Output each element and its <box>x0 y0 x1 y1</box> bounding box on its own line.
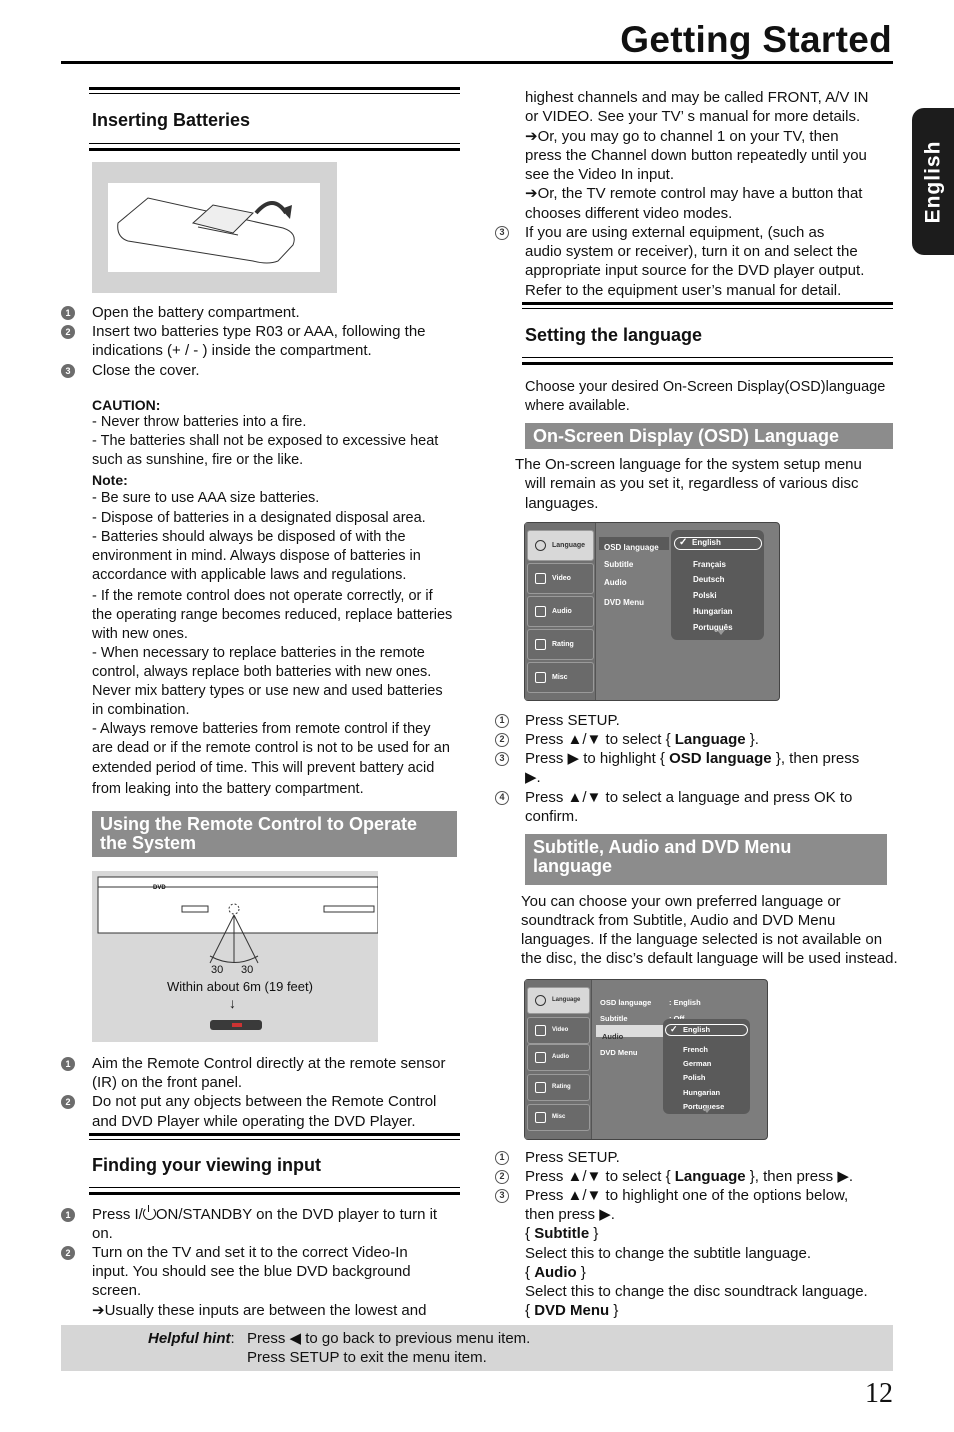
note-line: environment in mind. Always dispose of batteries in <box>92 548 421 564</box>
speaker-icon <box>535 1052 546 1063</box>
note-line: - Dispose of batteries in a designated disposal area. <box>92 510 426 526</box>
hint-line-2: Press SETUP to exit the menu item. <box>247 1349 487 1366</box>
note-line: with new ones. <box>92 626 188 642</box>
step-bullet: 1 <box>61 306 75 320</box>
viewing-step-1: Press I/ ON/STANDBY on the DVD player to turn it <box>92 1206 438 1223</box>
menu-label[interactable]: Audio <box>604 578 627 587</box>
language-intro: where available. <box>525 398 630 414</box>
osd-step-1: Press SETUP. <box>525 712 620 729</box>
menu-value: : English <box>669 998 701 1007</box>
viewing-cont-line: ➔Or, you may go to channel 1 on your TV, then <box>525 128 839 145</box>
step-bullet: 1 <box>495 714 509 728</box>
section-rule <box>89 87 460 90</box>
viewing-cont-line: ➔Or, the TV remote control may have a button that <box>525 185 863 202</box>
document-icon <box>535 1112 546 1123</box>
subtitle-text: soundtrack from Subtitle, Audio and DVD Menu <box>521 912 836 929</box>
step-bullet: 3 <box>61 364 75 378</box>
osd-step-3: Press ▶ to highlight { OSD language }, then press <box>525 750 860 767</box>
viewing-step-2-cont: input. You should see the blue DVD background <box>92 1263 411 1280</box>
dvd-logo: DVD <box>153 885 166 891</box>
note-line: extended period of time. This will prevent battery acid <box>92 760 435 776</box>
scroll-down-icon <box>717 630 725 635</box>
menu-label[interactable]: Subtitle <box>600 1014 628 1023</box>
note-line: - Be sure to use AAA size batteries. <box>92 490 320 506</box>
language-option-selected[interactable]: English <box>665 1024 748 1036</box>
subtitle-menu-screenshot <box>524 979 768 1140</box>
language-dropdown <box>663 1019 750 1114</box>
remote-step-1-cont: (IR) on the front panel. <box>92 1074 243 1091</box>
right-arrow-icon: ➔ <box>525 128 538 145</box>
remote-step-2-cont: and DVD Player while operating the DVD Player. <box>92 1113 416 1130</box>
angle-right-label: 30 <box>241 964 254 976</box>
language-option[interactable]: Français <box>693 560 726 569</box>
note-line: from leaking into the battery compartment. <box>92 781 364 797</box>
menu-label[interactable]: OSD language <box>600 998 652 1007</box>
menu-label[interactable]: DVD Menu <box>600 1048 638 1057</box>
battery-step-1: Open the battery compartment. <box>92 304 300 321</box>
dvd-player-front-icon <box>92 871 378 1042</box>
subtitle-text: You can choose your own preferred language or <box>521 893 841 910</box>
arrow-down-icon: ↓ <box>229 995 236 1011</box>
check-icon: ✓ <box>670 1024 678 1034</box>
language-option[interactable]: Portuguese <box>683 1102 725 1111</box>
section-rule <box>89 143 460 144</box>
osd-heading: On-Screen Display (OSD) Language <box>525 423 893 449</box>
step-bullet: 3 <box>495 1189 509 1203</box>
language-icon <box>535 540 546 551</box>
option-subtitle-desc: Select this to change the subtitle language. <box>525 1245 812 1262</box>
note-line: are dead or if the remote control is not to be used for an <box>92 740 450 756</box>
lock-icon <box>535 1082 546 1093</box>
power-icon <box>143 1207 156 1220</box>
language-option-selected[interactable]: English <box>674 537 762 550</box>
menu-tab-misc[interactable]: Misc <box>527 1104 590 1131</box>
section-rule <box>89 93 460 94</box>
option-audio-desc: Select this to change the disc soundtrack language. <box>525 1283 868 1300</box>
osd-step-3-cont: ▶. <box>525 769 541 786</box>
section-rule <box>522 308 893 309</box>
osd-step-2: Press ▲/▼ to select { Language }. <box>525 731 759 748</box>
language-option[interactable]: Polski <box>693 591 717 600</box>
viewing-step-1-cont: on. <box>92 1225 113 1242</box>
section-rule <box>89 1133 460 1136</box>
viewing-step-3-cont: audio system or receiver), turn it on and select the <box>525 243 858 260</box>
right-arrow-icon: ➔ <box>525 185 538 202</box>
option-subtitle: { Subtitle } <box>525 1225 599 1242</box>
step-bullet: 2 <box>61 1095 75 1109</box>
menu-label[interactable]: DVD Menu <box>604 598 644 607</box>
section-rule <box>522 362 893 365</box>
step-bullet: 2 <box>61 325 75 339</box>
language-option[interactable]: Hungarian <box>693 607 733 616</box>
step-bullet: 1 <box>61 1057 75 1071</box>
step-bullet: 4 <box>495 791 509 805</box>
caution-line: - Never throw batteries into a fire. <box>92 414 307 430</box>
note-label: Note: <box>92 472 128 488</box>
step-bullet: 2 <box>61 1246 75 1260</box>
subtitle-text: the disc, the disc’s default language will be used instead. <box>521 950 898 967</box>
right-arrow-icon: ➔ <box>92 1302 105 1319</box>
viewing-cont-line: see the Video In input. <box>525 166 675 183</box>
note-line: - When necessary to replace batteries in the remote <box>92 645 425 661</box>
language-intro: Choose your desired On-Screen Display(OSD)language <box>525 379 886 395</box>
note-line: Never mix battery types or use new and used batteries <box>92 683 443 699</box>
menu-label[interactable]: Subtitle <box>604 560 634 569</box>
menu-tab-language[interactable]: Language <box>527 987 590 1014</box>
page-number: 12 <box>865 1378 893 1409</box>
lock-icon <box>535 639 546 650</box>
caution-line: such as sunshine, fire or the like. <box>92 452 304 468</box>
language-option[interactable]: Português <box>693 623 733 632</box>
section-rule <box>522 357 893 358</box>
section-heading-language: Setting the language <box>525 325 703 345</box>
menu-tab-language[interactable]: Language <box>527 530 594 561</box>
osd-text: will remain as you set it, regardless of various disc <box>525 475 859 492</box>
battery-step-2: Insert two batteries type R03 or AAA, following the <box>92 323 426 340</box>
remote-step-1: Aim the Remote Control directly at the remote sensor <box>92 1055 446 1072</box>
language-icon <box>535 995 546 1006</box>
viewing-cont-line: highest channels and may be called FRONT, A/V IN <box>525 89 869 106</box>
step-bullet: 2 <box>495 733 509 747</box>
option-dvd-menu: { DVD Menu } <box>525 1302 619 1319</box>
subtitle-heading: Subtitle, Audio and DVD Menu language <box>525 834 887 885</box>
document-icon <box>535 672 546 683</box>
note-line: in combination. <box>92 702 190 718</box>
hint-line-1: Press ◀ to go back to previous menu item. <box>247 1330 531 1347</box>
range-label: Within about 6m (19 feet) <box>167 979 313 994</box>
viewing-step-3-cont: Refer to the equipment user’s manual for detail. <box>525 282 842 299</box>
osd-step-4-cont: confirm. <box>525 808 579 825</box>
osd-menu-screenshot <box>524 522 780 701</box>
section-heading-batteries: Inserting Batteries <box>92 110 251 130</box>
language-dropdown <box>671 530 764 640</box>
section-rule <box>89 148 460 151</box>
video-icon <box>535 573 546 584</box>
step-bullet: 1 <box>61 1208 75 1222</box>
language-option[interactable]: Deutsch <box>693 575 725 584</box>
osd-text: languages. <box>525 495 599 512</box>
caution-label: CAUTION: <box>92 397 161 413</box>
remote-battery-image <box>92 162 337 293</box>
caution-line: - The batteries shall not be exposed to excessive heat <box>92 433 439 449</box>
osd-step-4: Press ▲/▼ to select a language and press OK to <box>525 789 853 806</box>
menu-tab-video[interactable]: Video <box>527 1017 590 1044</box>
language-option[interactable]: Hungarian <box>683 1088 721 1097</box>
note-line: - If the remote control does not operate correctly, or if <box>92 588 433 604</box>
viewing-cont-line: press the Channel down button repeatedly until you <box>525 147 867 164</box>
menu-tab-misc[interactable]: Misc <box>527 662 594 693</box>
battery-step-3: Close the cover. <box>92 362 200 379</box>
viewing-step-2-cont: screen. <box>92 1282 142 1299</box>
remote-range-image <box>92 871 378 1042</box>
language-tab: English <box>912 108 954 255</box>
menu-label[interactable]: Audio <box>602 1032 624 1041</box>
viewing-step-3-cont: appropriate input source for the DVD player output. <box>525 262 865 279</box>
note-line: the operating range becomes reduced, replace batteries <box>92 607 453 623</box>
menu-tab-video[interactable]: Video <box>527 563 594 594</box>
menu-label[interactable]: OSD language <box>604 543 659 552</box>
step-bullet: 2 <box>495 1170 509 1184</box>
note-line: - Batteries should always be disposed of with the <box>92 529 406 545</box>
section-rule <box>89 1187 460 1188</box>
language-option[interactable]: Polish <box>683 1073 706 1082</box>
menu-tab-audio[interactable]: Audio <box>527 1044 590 1071</box>
remote-step-2: Do not put any objects between the Remote Control <box>92 1093 437 1110</box>
remote-control-icon <box>108 183 320 272</box>
viewing-cont-line: or VIDEO. See your TV’ s manual for more details. <box>525 108 861 125</box>
check-icon: ✓ <box>679 537 688 548</box>
helpful-hint-bar <box>61 1325 893 1371</box>
viewing-cont-line: chooses different video modes. <box>525 205 733 222</box>
battery-step-2-cont: indications (+ / - ) inside the compartment. <box>92 342 372 359</box>
page-title: Getting Started <box>620 19 892 60</box>
section-heading-remote: Using the Remote Control to Operate the System <box>92 811 457 857</box>
option-audio: { Audio } <box>525 1264 586 1281</box>
sub-step-2: Press ▲/▼ to select { Language }, then press ▶. <box>525 1168 854 1185</box>
section-rule <box>89 1139 460 1140</box>
video-icon <box>535 1025 546 1036</box>
note-line: control, always replace both batteries with new ones. <box>92 664 432 680</box>
section-rule <box>522 302 893 305</box>
scroll-down-icon <box>703 1108 711 1113</box>
menu-tab-rating[interactable]: Rating <box>527 629 594 660</box>
language-option[interactable]: German <box>683 1059 712 1068</box>
menu-tab-rating[interactable]: Rating <box>527 1074 590 1101</box>
viewing-step-2: Turn on the TV and set it to the correct Video-In <box>92 1244 408 1261</box>
viewing-step-3: If you are using external equipment, (such as <box>525 224 825 241</box>
note-line: accordance with applicable laws and regulations. <box>92 567 407 583</box>
language-option[interactable]: French <box>683 1045 709 1054</box>
step-bullet: 3 <box>495 752 509 766</box>
section-rule <box>89 1192 460 1195</box>
sub-step-3-cont: then press ▶. <box>525 1206 615 1223</box>
osd-text: The On-screen language for the system setup menu <box>515 456 862 473</box>
subtitle-text: languages. If the language selected is not available on <box>521 931 883 948</box>
title-rule <box>61 61 893 64</box>
note-line: - Always remove batteries from remote control if they <box>92 721 431 737</box>
menu-tab-audio[interactable]: Audio <box>527 596 594 627</box>
step-bullet: 3 <box>495 226 509 240</box>
sub-step-3: Press ▲/▼ to highlight one of the options below, <box>525 1187 849 1204</box>
speaker-icon <box>535 606 546 617</box>
hint-label: Helpful hint: <box>148 1330 235 1347</box>
step-bullet: 1 <box>495 1151 509 1165</box>
viewing-note: ➔Usually these inputs are between the lowest and <box>92 1302 427 1319</box>
section-heading-viewing: Finding your viewing input <box>92 1155 321 1175</box>
sub-step-1: Press SETUP. <box>525 1149 620 1166</box>
angle-left-label: 30 <box>211 964 224 976</box>
